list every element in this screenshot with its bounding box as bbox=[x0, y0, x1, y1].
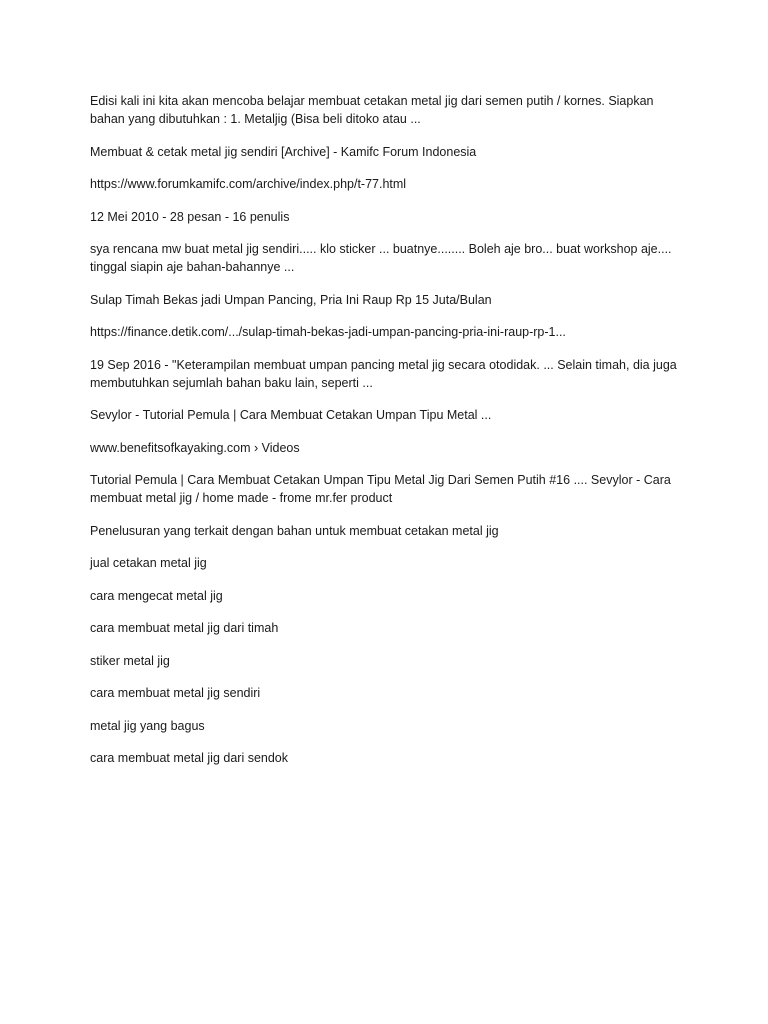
result-title: Sevylor - Tutorial Pemula | Cara Membuat Cetakan Umpan Tipu Metal ... bbox=[90, 408, 492, 422]
result-meta: 12 Mei 2010 - 28 pesan - 16 penulis bbox=[90, 209, 290, 224]
related-search-item: jual cetakan metal jig bbox=[90, 556, 207, 570]
related-searches-heading: Penelusuran yang terkait dengan bahan untuk membuat cetakan metal jig bbox=[90, 523, 499, 538]
related-search-item: cara membuat metal jig sendiri bbox=[90, 686, 261, 700]
result-snippet: Tutorial Pemula | Cara Membuat Cetakan Umpan Tipu Metal Jig Dari Semen Putih #16 .... Sevylor - Cara membuat metal jig / home made - frome mr.fer product bbox=[90, 473, 671, 505]
result-snippet: sya rencana mw buat metal jig sendiri..... klo sticker ... buatnye........ Boleh aje bro... buat workshop aje.... tinggal siapin aje bahan-bahannye ... bbox=[90, 242, 672, 274]
result-snippet: 19 Sep 2016 - "Keterampilan membuat umpan pancing metal jig secara otodidak. ... Selain timah, dia juga membutuhkan sejumlah bahan baku lain, seperti ... bbox=[90, 357, 677, 390]
related-search-item: cara mengecat metal jig bbox=[90, 588, 223, 603]
result-title: Sulap Timah Bekas jadi Umpan Pancing, Pria Ini Raup Rp 15 Juta/Bulan bbox=[90, 292, 492, 307]
related-search-item: cara membuat metal jig dari sendok bbox=[90, 751, 289, 765]
related-search-item: stiker metal jig bbox=[90, 653, 170, 668]
related-search-item: cara membuat metal jig dari timah bbox=[90, 621, 279, 635]
result-url: https://www.forumkamifc.com/archive/index.php/t-77.html bbox=[90, 177, 407, 191]
document-body bbox=[90, 92, 690, 782]
intro-paragraph: Edisi kali ini kita akan mencoba belajar membuat cetakan metal jig dari semen putih / kornes. Siapkan bahan yang dibutuhkan : 1. Metaljig (Bisa beli ditoko atau ... bbox=[90, 94, 654, 126]
result-url: www.benefitsofkayaking.com › Videos bbox=[90, 440, 300, 455]
related-search-item: metal jig yang bagus bbox=[90, 718, 205, 733]
result-title: Membuat & cetak metal jig sendiri [Archive] - Kamifc Forum Indonesia bbox=[90, 144, 477, 159]
result-url: https://finance.detik.com/.../sulap-timah-bekas-jadi-umpan-pancing-pria-ini-raup-rp-1... bbox=[90, 325, 566, 339]
